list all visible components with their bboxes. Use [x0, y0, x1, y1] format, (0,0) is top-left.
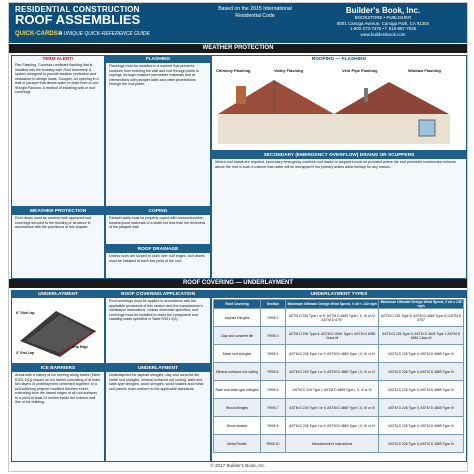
table-cell: Manufacturer's instructions: [286, 435, 379, 453]
roofing-flashing-box: [211, 55, 467, 151]
table-row: [214, 381, 464, 399]
publisher-phone: 1-800-273-7375 • f: 818-887-7828: [349, 26, 417, 31]
table-cell: ASTM D 226 Type I or II; ASTM D 4869 Type I, II, III or IV: [286, 345, 379, 363]
table-cell: R905.7: [261, 399, 286, 417]
window-flashing-label: Window Flashing: [408, 68, 441, 73]
underlayment-box: [105, 364, 211, 462]
table-cell: Clay and concrete tile: [214, 327, 261, 345]
underlayment-title: UNDERLAYMENT: [106, 365, 210, 372]
secondary-drains-box: [211, 151, 467, 279]
ice-barriers-body: Areas with a history of ice forming along eaves (Table R301.2(1)) require an ice barrier consisting of at least two layers of underlayment cemented together, or a self-adhering polymer modified bitumen sheet, extending from the lowest edges of all roof surfaces to a point at least 24 inches inside the exterior wall line of the building.: [15, 373, 101, 404]
table-cell: R905.3: [261, 327, 286, 345]
publisher-name: Builder's Book, Inc.: [345, 6, 421, 15]
underlayment-types-box: [211, 290, 467, 462]
table-row: [214, 327, 464, 345]
table-cell: R905.8: [261, 417, 286, 435]
table-cell: ASTM D 226 Type II; ASTM D 2626 Type I; ASTM D 6380 Class M: [286, 327, 379, 345]
underlayment-types-table: [213, 299, 464, 453]
table-row: [214, 309, 464, 327]
col-under-140: Maximum Ultimate Design Wind Speed, V ult < 140 mph: [286, 300, 379, 309]
weather-protection-body: Roof decks must be covered with approved roof coverings secured to the building or structure in accordance with the provisions of this chapter.: [15, 216, 92, 229]
roof-flashing-illustration: [214, 76, 462, 146]
table-cell: Metal roof shingles: [214, 345, 261, 363]
term-alert-box: [11, 55, 105, 207]
table-row: [214, 435, 464, 453]
underlayment-illustration-box: [11, 290, 105, 364]
section-weather-protection: WEATHER PROTECTION: [9, 44, 467, 53]
weather-protection-box: [11, 207, 105, 279]
underlayment-body: Underlayment for asphalt shingles, clay and concrete tile, metal roof shingles, mineral-surfaced roll roofing, slate and slate-type shingles, wood shingles, wood shakes and metal roof panels must conform to the applicable standards.: [109, 373, 204, 391]
table-cell: Wood shingles: [214, 399, 261, 417]
table-cell: ASTM D 226 Type II; ASTM D 2626 Type I; ASTM D 6380 Class M: [379, 327, 464, 345]
term-alert-title: TERM ALERT!: [42, 56, 74, 61]
table-cell: ASTM D 226 Type II; ASTM D 4869 Type IV: [379, 435, 464, 453]
table-cell: ASTM D 226 Type II; ASTM D 4869 Type IV; ASTM D 6757: [379, 309, 464, 327]
col-section: Section: [261, 300, 286, 309]
table-cell: ASTM D 226 Type II; ASTM D 4869 Type IV: [379, 345, 464, 363]
table-cell: ASTM D 226 Type I or II; ASTM D 4869 Type I, II, III or IV: [286, 399, 379, 417]
ice-barriers-box: [11, 364, 105, 462]
based-on-note: Based on the 2015 International Residential Code: [218, 6, 292, 19]
roof-covering-application-title: ROOF COVERING APPLICATION: [106, 291, 210, 298]
end-lap-label: 2" End Lap: [16, 351, 34, 355]
quick-card-page: [8, 2, 468, 472]
side-lap-label: 6" Side Lap: [16, 311, 35, 315]
table-cell: R905.10: [261, 435, 286, 453]
table-cell: Asphalt shingles: [214, 309, 261, 327]
table-cell: R905.2: [261, 309, 286, 327]
table-cell: R905.5: [261, 363, 286, 381]
flashing-title: FLASHING: [106, 56, 210, 63]
table-cell: ASTM D 226 Type II; ASTM D 4869 Type IV: [379, 363, 464, 381]
roof-drainage-title: ROOF DRAINAGE: [106, 246, 210, 253]
table-cell: ASTM D 226 Type I; ASTM D 4869 Type I, II, III or IV: [286, 381, 379, 399]
table-cell: Wood shakes: [214, 417, 261, 435]
underlayment-illustration-title: UNDERLAYMENT: [12, 291, 104, 298]
underlayment-types-title: UNDERLAYMENT TYPES: [212, 291, 466, 298]
ice-barriers-title: ICE BARRIERS: [12, 365, 104, 372]
publisher-sub: BOOKSTORE • PUBLISHER: [354, 15, 412, 20]
table-cell: R905.4: [261, 345, 286, 363]
table-row: [214, 345, 464, 363]
table-cell: ASTM D 226 Type I or II; ASTM D 4869 Type I, II, III or IV: [286, 363, 379, 381]
term-alert-body: Pan Flashing. Corrosion-resistant flashing that is installed into the building wall. Roof Assembly. A system designed to provide weather protection and resistance to design loads. Scupper. An opening in a wall or parapet that allows water to drain from a roof. Shingle Fashion. A method of installing wall or roof coverings.: [15, 63, 99, 94]
table-row: [214, 399, 464, 417]
section-roof-covering: ROOF COVERING — UNDERLAYMENT: [9, 279, 467, 288]
secondary-drains-body: Where roof drains are required, secondary emergency overflow roof drains or scuppers must be provided where the roof perimeter construction extends above the roof in such a manner that water will be entrapped if the primary drains allow buildup for any reason.: [215, 160, 457, 169]
roofing-flashing-title: ROOFING — FLASHING: [212, 56, 466, 63]
footer-copyright: © 2017 Builder's Book, Inc.: [210, 463, 266, 468]
roof-drainage-box: [105, 245, 211, 279]
table-cell: Metal Panels: [214, 435, 261, 453]
col-roof-covering: Roof Covering: [214, 300, 261, 309]
table-row: [214, 417, 464, 435]
publisher-address: 8001 Canoga Avenue, Canoga Park, CA 91304: [337, 20, 429, 26]
roof-covering-application-body: Roof coverings must be applied in accordance with the applicable provisions of this section and the manufacturer's installation instructions. Unless otherwise specified, roof coverings must be installed to resist the component and cladding loads specified in Table R301.2(2).: [109, 299, 203, 321]
header: [9, 3, 467, 43]
header-line1: RESIDENTIAL CONSTRUCTION: [15, 5, 140, 14]
coping-box: [105, 207, 211, 245]
flashing-body: Flashings must be installed in a manner that prevents moisture from entering the wall and roof through joints in copings, through moisture permeable materials and at intersections with parapet walls and other penetrations through the roof plane.: [109, 64, 199, 86]
header-title: ROOF ASSEMBLIES: [15, 12, 141, 27]
weather-protection-title: WEATHER PROTECTION: [12, 208, 104, 215]
table-cell: ASTM D 226 Type II; ASTM D 4869 Type IV: [379, 381, 464, 399]
roof-drainage-body: Unless roofs are sloped to drain over roof edges, roof drains must be installed at each low point of the roof.: [109, 254, 205, 263]
table-cell: Slate and slate-type shingles: [214, 381, 261, 399]
publisher-web: www.buildersbook.com: [360, 31, 406, 37]
chimney-flashing-label: Chimney Flashing: [216, 68, 251, 73]
roof-covering-application-box: [105, 290, 211, 364]
vent-pipe-flashing-label: Vent Pipe Flashing: [342, 68, 378, 73]
coping-body: Parapet walls must be properly coped with noncombustible, weatherproof materials of a width not less than the thickness of the parapet wall.: [109, 216, 206, 229]
valley-flashing-label: Valley Flashing: [274, 68, 303, 73]
secondary-drains-title: SECONDARY (EMERGENCY OVERFLOW) DRAINS OR SCUPPERS: [212, 152, 466, 159]
flashing-box: [105, 55, 211, 207]
table-row: [214, 363, 464, 381]
table-cell: ASTM D 226 Type II; ASTM D 4869 Type IV: [379, 399, 464, 417]
table-cell: Mineral-surfaced roll roofing: [214, 363, 261, 381]
table-cell: ASTM D 226 Type I or II; ASTM D 4869 Type I, II, III or IV: [286, 417, 379, 435]
quick-cards-label: QUICK-CARDS®: [15, 31, 63, 37]
table-cell: ASTM D 226 Type I or II; ASTM D 4869 Type I, II, III or IV; ASTM D 6757: [286, 309, 379, 327]
publisher-logo: [307, 6, 459, 37]
table-cell: ASTM D 226 Type II; ASTM D 4869 Type IV: [379, 417, 464, 435]
drip-edge-label: Drip Edge: [72, 345, 89, 349]
col-over-140: Maximum Ultimate Design Wind Speed, V ult ≥ 140 mph: [380, 300, 462, 308]
header-subtitle: A UNIQUE QUICK-REFERENCE GUIDE: [59, 31, 150, 37]
table-cell: R905.6: [261, 381, 286, 399]
coping-title: COPING: [106, 208, 210, 215]
